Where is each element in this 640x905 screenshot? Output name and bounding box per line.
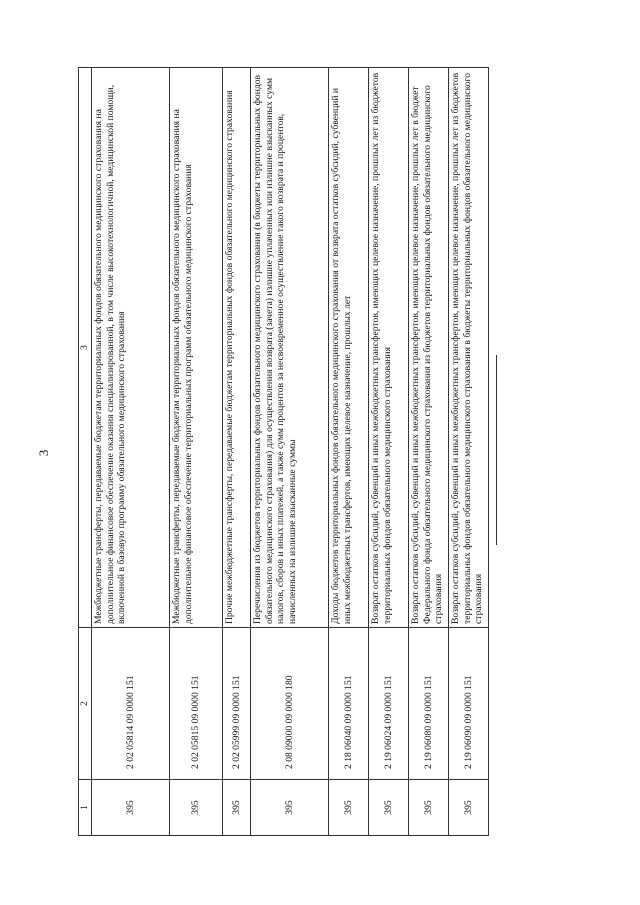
budget-code-cell: 2 19 06080 09 0000 151 xyxy=(409,628,449,780)
admin-code-cell: 395 xyxy=(170,780,223,836)
table-row xyxy=(170,68,223,836)
budget-code-cell: 2 02 05814 09 0000 151 xyxy=(92,628,170,780)
page-number: 3 xyxy=(36,449,51,457)
description-cell: Возврат остатков субсидий, субвенций и иных межбюджетных трансфертов, имеющих целевое назначение, прошлых лет из бюджетов территориальных фондов обязательного медицинского страхования xyxy=(369,68,409,628)
description-cell: Прочие межбюджетные трансферты, передаваемые бюджетам территориальных фондов обязательного медицинского страхования xyxy=(223,68,251,628)
table-row xyxy=(329,68,369,836)
admin-code-cell: 395 xyxy=(223,780,251,836)
end-rule-line xyxy=(496,355,497,545)
description-cell: Межбюджетные трансферты, передаваемые бюджетам территориальных фондов обязательного медицинского страхования на дополнительное финансовое обеспечение оказания специализированной, в том числе высокотехнологичной, медицинской помощи, включенной в базовую программу обязательного медицинского страхования xyxy=(92,68,170,628)
header-col-1: 1 xyxy=(79,780,92,836)
table-row xyxy=(92,68,170,836)
admin-code-cell: 395 xyxy=(449,780,489,836)
header-col-3: 3 xyxy=(79,68,92,628)
budget-code-cell: 2 08 09000 09 0000 180 xyxy=(251,628,329,780)
description-cell: Возврат остатков субсидий, субвенций и иных межбюджетных трансфертов, имеющих целевое назначение, прошлых лет в бюджет Федерального фонда обязательного медицинского страхования из бюджетов территориальных фондов обязательного медицинского страхования xyxy=(409,68,449,628)
description-cell: Перечисления из бюджетов территориальных фондов обязательного медицинского страхования (в бюджеты территориальных фондов обязательного медицинского страхования) для осуществления возврата (зачета) излишне уплаченных или излишне взысканных сумм налогов, сборов и иных платежей, а также сумм процентов за несвоевременное осуществление такого возврата и процентов, начисленных на излишне взысканные суммы xyxy=(251,68,329,628)
budget-codes-table xyxy=(78,67,489,836)
table-row xyxy=(251,68,329,836)
budget-code-cell: 2 02 05815 09 0000 151 xyxy=(170,628,223,780)
admin-code-cell: 395 xyxy=(369,780,409,836)
description-cell: Возврат остатков субсидий, субвенций и иных межбюджетных трансфертов, имеющих целевое назначение, прошлых лет из бюджетов территориальных фондов обязательного медицинского страхования в бюджеты территориальных фондов обязательного медицинского страхования xyxy=(449,68,489,628)
header-col-2: 2 xyxy=(79,628,92,780)
admin-code-cell: 395 xyxy=(92,780,170,836)
description-cell: Доходы бюджетов территориальных фондов обязательного медицинского страхования от возврата остатков субсидий, субвенций и иных межбюджетных трансфертов, имеющих целевое назначение, прошлых лет xyxy=(329,68,369,628)
table-row xyxy=(449,68,489,836)
table-row xyxy=(223,68,251,836)
table-container xyxy=(78,68,485,836)
budget-code-cell: 2 02 05999 09 0000 151 xyxy=(223,628,251,780)
budget-code-cell: 2 18 06040 09 0000 151 xyxy=(329,628,369,780)
table-header-row xyxy=(79,68,92,836)
admin-code-cell: 395 xyxy=(409,780,449,836)
table-row xyxy=(369,68,409,836)
admin-code-cell: 395 xyxy=(251,780,329,836)
table-row xyxy=(409,68,449,836)
description-cell: Межбюджетные трансферты, передаваемые бюджетам территориальных фондов обязательного медицинского страхования на дополнительное финансовое обеспечение территориальных программ обязательного медицинского страхования xyxy=(170,68,223,628)
budget-code-cell: 2 19 06090 09 0000 151 xyxy=(449,628,489,780)
budget-code-cell: 2 19 06024 09 0000 151 xyxy=(369,628,409,780)
admin-code-cell: 395 xyxy=(329,780,369,836)
